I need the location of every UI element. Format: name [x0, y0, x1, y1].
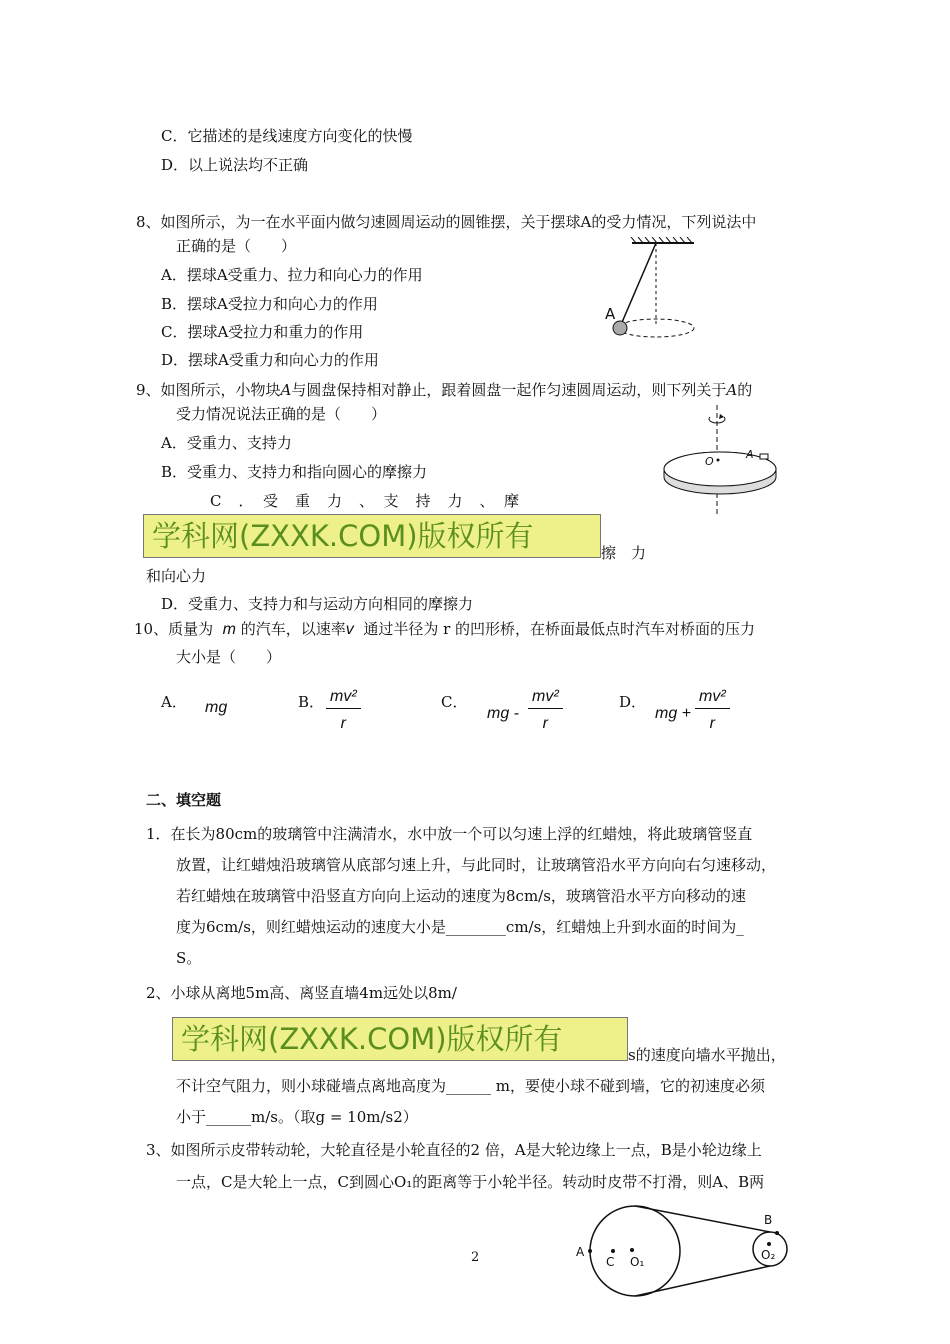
page-number: 2 [471, 1250, 480, 1265]
f3-line1: 3、如图所示皮带转动轮，大轮直径是小轮直径的2 倍，A是大轮边缘上一点，B是小轮边缘上 [146, 1141, 762, 1159]
pulley-label-b: B [764, 1213, 773, 1227]
f3-line2: 一点，C是大轮上一点，C到圆心O₁的距离等于小轮半径。转动时皮带不打滑，则A、B两 [176, 1173, 765, 1191]
q10-option-a-label: A． [161, 693, 187, 711]
q10-stem-line2: 大小是（ ） [176, 648, 282, 666]
rotating-disk-figure [660, 405, 786, 517]
q8-option-c: C．摆球A受拉力和重力的作用 [161, 323, 364, 341]
watermark-banner: 学科网(ZXXK.COM)版权所有 [143, 514, 601, 558]
conical-pendulum-figure [598, 237, 708, 345]
q9-option-c-part2: 擦 力 [601, 544, 647, 562]
f1-line1: 1．在长为80cm的玻璃管中注满清水，水中放一个可以匀速上浮的红蜡烛，将此玻璃管竖直 [146, 825, 753, 843]
pulley-label-c: C [606, 1255, 615, 1269]
f2-line1: 2、小球从离地5m高、离竖直墙4m远处以8m/ [146, 984, 457, 1002]
q9-stem-line1: 9、如图所示，小物块A与圆盘保持相对静止，跟着圆盘一起作匀速圆周运动，则下列关于A的 [136, 381, 753, 399]
section-title-fill-in: 二、填空题 [146, 791, 222, 809]
q9-option-d: D．受重力、支持力和与运动方向相同的摩擦力 [161, 595, 474, 613]
pulley-label-o2: O₂ [761, 1248, 776, 1262]
q10-option-a-expr: mg [205, 699, 228, 716]
f1-line3: 若红蜡烛在玻璃管中沿竖直方向向上运动的速度为8cm/s，玻璃管沿水平方向移动的速 [176, 887, 746, 905]
q10-option-d-label: D． [619, 693, 647, 711]
q10-option-d-fraction: $\frac{\text{mv²}}{r}$ [695, 688, 730, 733]
disk-label-o: O [705, 455, 714, 468]
f2-line3: 不计空气阻力，则小球碰墙点离地高度为______ m，要使小球不碰到墙，它的初速度必须 [176, 1077, 765, 1095]
q9-option-a: A．受重力、支持力 [161, 434, 292, 452]
q7-option-c: C．它描述的是线速度方向变化的快慢 [161, 127, 413, 145]
q9-stem-line2: 受力情况说法正确的是（ ） [176, 405, 387, 423]
f1-line5: S。 [176, 949, 202, 967]
q9-option-c-part3: 和向心力 [146, 567, 207, 585]
q8-stem-line2: 正确的是（ ） [176, 237, 297, 255]
q7-option-d: D．以上说法均不正确 [161, 156, 309, 174]
q10-option-c-label: C． [441, 693, 468, 711]
f1-line4: 度为6cm/s，则红蜡烛运动的速度大小是________cm/s，红蜡烛上升到水面的时间为_ [176, 918, 744, 936]
q8-option-a: A．摆球A受重力、拉力和向心力的作用 [161, 266, 423, 284]
q8-option-d: D．摆球A受重力和向心力的作用 [161, 351, 379, 369]
belt-pulley-figure [570, 1204, 792, 1298]
q10-option-c-fraction: $\frac{\text{mv²}}{r}$ [528, 688, 563, 733]
f1-line2: 放置，让红蜡烛沿玻璃管从底部匀速上升，与此同时，让玻璃管沿水平方向向右匀速移动， [176, 856, 777, 874]
q10-option-d-expr: mg + [655, 705, 692, 722]
q10-option-b-label: B． [298, 693, 325, 711]
q10-option-c-expr: mg - [487, 705, 519, 722]
f2-line4: 小于______m/s。（取g = 10m/s2） [176, 1108, 418, 1126]
pulley-label-a: A [576, 1245, 585, 1259]
watermark-banner-2: 学科网(ZXXK.COM)版权所有 [172, 1017, 628, 1061]
q10-stem-line1: 10、质量为 m 的汽车，以速率v 通过半径为 r 的凹形桥，在桥面最低点时汽车对桥面的压力 [134, 620, 756, 638]
pulley-label-o1: O₁ [630, 1255, 645, 1269]
q9-option-b: B．受重力、支持力和指向圆心的摩擦力 [161, 463, 428, 481]
f2-line2: s的速度向墙水平抛出， [628, 1046, 786, 1064]
disk-label-a: A [746, 448, 754, 461]
q10-option-b-fraction: $\frac{\text{mv²}}{r}$ [326, 688, 361, 733]
q8-stem-line1: 8、如图所示，为一在水平面内做匀速圆周运动的圆锥摆，关于摆球A的受力情况，下列说法中 [136, 213, 757, 231]
pendulum-label-a: A [605, 305, 616, 323]
q9-option-c-part1: C ． 受 重 力 、 支 持 力 、 摩 [210, 492, 520, 510]
q8-option-b: B．摆球A受拉力和向心力的作用 [161, 295, 378, 313]
